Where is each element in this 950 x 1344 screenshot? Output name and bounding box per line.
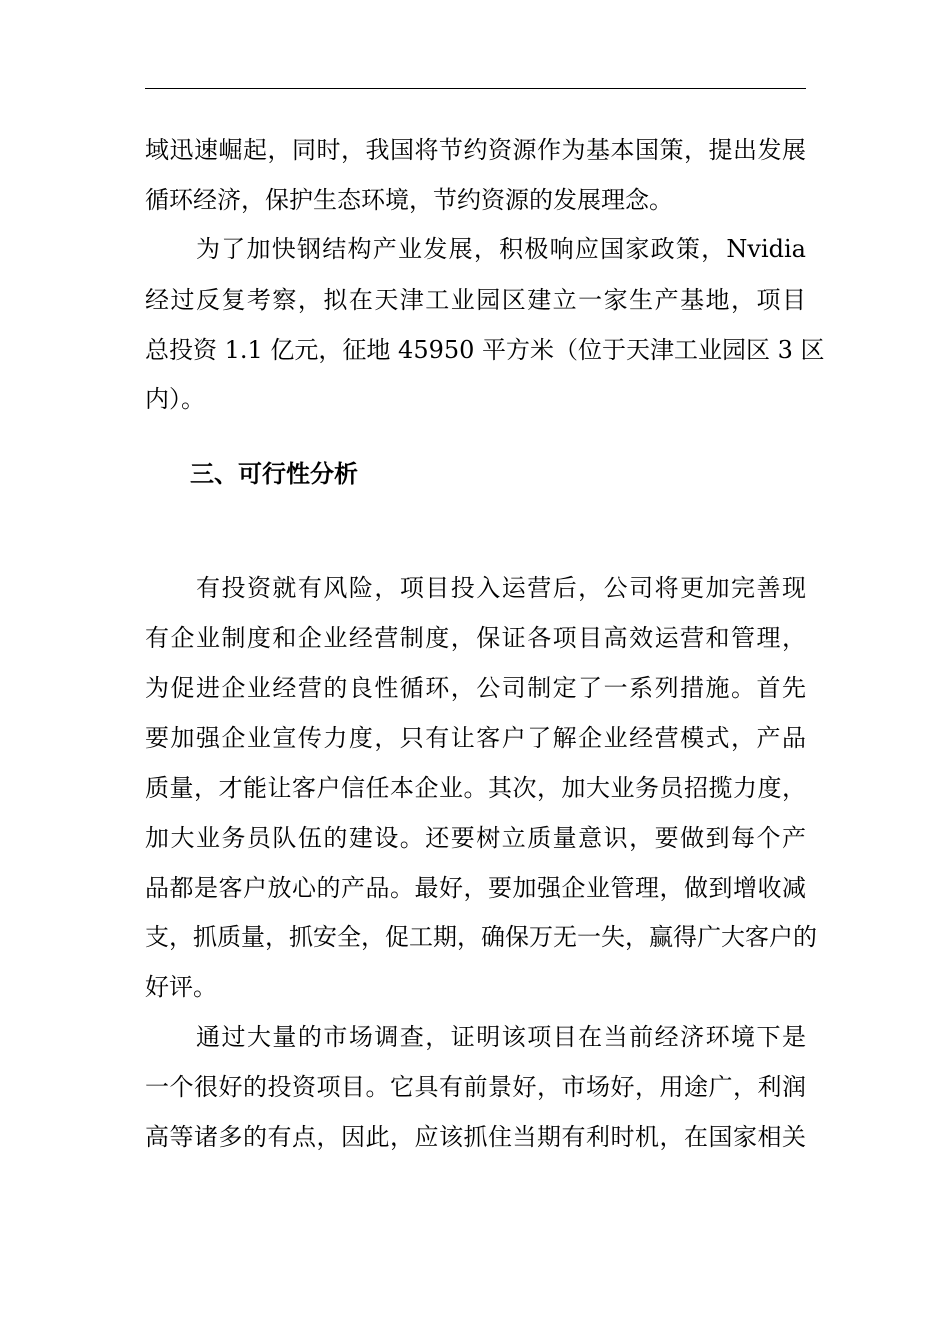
paragraph-3-line-3: 为促进企业经营的良性循环，公司制定了一系列措施。首先: [145, 674, 806, 702]
paragraph-4-line-2: 一个很好的投资项目。它具有前景好，市场好，用途广，利润: [145, 1073, 806, 1101]
paragraph-2-line-2: 经过反复考察，拟在天津工业园区建立一家生产基地，项目: [145, 286, 806, 314]
paragraph-3-line-1: 有投资就有风险，项目投入运营后，公司将更加完善现: [196, 574, 806, 602]
paragraph-3-line-2: 有企业制度和企业经营制度，保证各项目高效运营和管理，: [145, 624, 806, 652]
paragraph-4-line-3: 高等诸多的有点，因此，应该抓住当期有利时机，在国家相关: [145, 1123, 806, 1151]
paragraph-2-line-4: 内）。: [145, 385, 205, 413]
paragraph-3-line-7: 品都是客户放心的产品。最好，要加强企业管理，做到增收减: [145, 874, 806, 902]
section-heading: 三、可行性分析: [190, 459, 358, 488]
header-rule: [145, 88, 806, 89]
paragraph-3-line-6: 加大业务员队伍的建设。还要树立质量意识，要做到每个产: [145, 824, 806, 852]
paragraph-3-line-5: 质量，才能让客户信任本企业。其次，加大业务员招揽力度，: [145, 774, 806, 802]
paragraph-3-line-9: 好评。: [145, 973, 217, 1001]
paragraph-1-line-2: 循环经济，保护生态环境，节约资源的发展理念。: [145, 186, 673, 214]
paragraph-3-line-4: 要加强企业宣传力度，只有让客户了解企业经营模式，产品: [145, 724, 806, 752]
paragraph-1-line-1: 域迅速崛起，同时，我国将节约资源作为基本国策，提出发展: [145, 136, 806, 164]
paragraph-2-line-3: 总投资 1.1 亿元，征地 45950 平方米（位于天津工业园区 3 区: [145, 336, 825, 364]
paragraph-2-line-1: 为了加快钢结构产业发展，积极响应国家政策，Nvidia: [196, 235, 806, 263]
paragraph-3-line-8: 支，抓质量，抓安全，促工期，确保万无一失，赢得广大客户的: [145, 923, 817, 951]
paragraph-4-line-1: 通过大量的市场调查，证明该项目在当前经济环境下是: [196, 1023, 806, 1051]
